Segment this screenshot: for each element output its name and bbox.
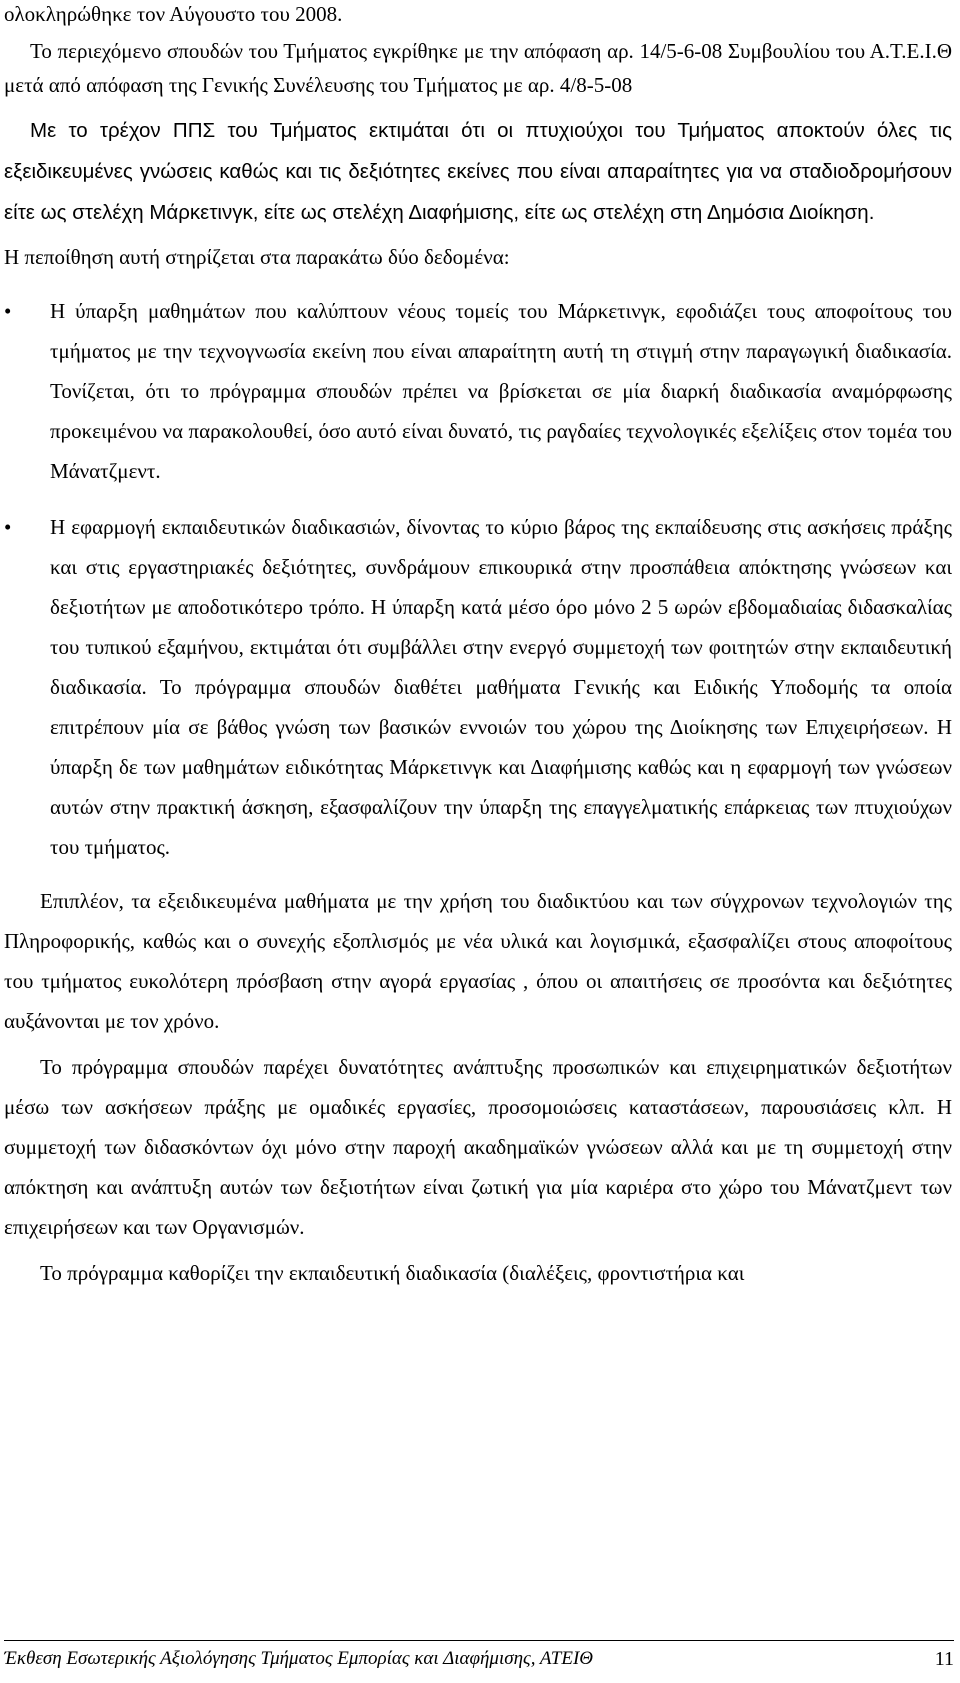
footer-divider	[4, 1640, 954, 1641]
paragraph-process: Το πρόγραμμα καθορίζει την εκπαιδευτική διαδικασία (διαλέξεις, φροντιστήρια και	[40, 1261, 745, 1286]
paragraph-technology: Επιπλέον, τα εξειδικευμένα μαθήματα με την χρήση του διαδικτύου και των σύγχρονων τεχνολογιών της Πληροφορικής, καθώς και ο συνεχής εξοπλισμός με νέα υλικά και λογισμικά, εξασφαλίζει στους αποφοίτους του τμήματος ευκολότερη πρόσβαση στην αγορά εργασίας , όπου οι απαιτήσεις σε προσόντα και δεξιότητες αυξάνονται με τον χρόνο.	[4, 889, 952, 1034]
belief-intro: Η πεποίθηση αυτή στηρίζεται στα παρακάτω δύο δεδομένα:	[4, 245, 510, 270]
paragraph-skills: Το πρόγραμμα σπουδών παρέχει δυνατότητες ανάπτυξης προσωπικών και επιχειρηματικών δεξιοτήτων μέσω των ασκήσεων πράξης με ομαδικές εργασίες, προσομοιώσεις καταστάσεων, παρουσιάσεις κλπ. Η συμμετοχή των διδασκόντων όχι μόνο στην παροχή ακαδημαϊκών γνώσεων αλλά και με τη συμμετοχή στην απόκτηση και ανάπτυξη αυτών των δεξιοτήτων είναι ζωτική για μία καριέρα στο χώρο του Μάνατζμεντ των επιχειρήσεων και των Οργανισμών.	[4, 1055, 952, 1240]
bullet-item	[4, 507, 952, 867]
bullet-text: Η ύπαρξη μαθημάτων που καλύπτουν νέους τομείς του Μάρκετινγκ, εφοδιάζει τους αποφοίτους του τμήματος με την τεχνογνωσία εκείνη που είναι απαραίτητη αυτή τη στιγμή στην παραγωγική διαδικασία. Τονίζεται, ότι το πρόγραμμα σπουδών πρέπει να βρίσκεται σε μία διαρκή διαδικασία αναμόρφωσης προκειμένου να παρακολουθεί, όσο αυτό είναι δυνατό, τις ραγδαίες τεχνολογικές εξελίξεις στον τομέα του Μάνατζμεντ.	[50, 299, 952, 484]
approval-paragraph: Το περιεχόμενο σπουδών του Τμήματος εγκρίθηκε με την απόφαση αρ. 14/5-6-08 Συμβουλίου του Α.Τ.Ε.Ι.Θ μετά από απόφαση της Γενικής Συνέλευσης του Τμήματος με αρ. 4/8-5-08	[4, 39, 952, 98]
document-page	[4, 0, 952, 1293]
bullet-list	[4, 291, 952, 867]
footer-title: Έκθεση Εσωτερικής Αξιολόγησης Τμήματος Εμπορίας και Διαφήμισης, ΑΤΕΙΘ	[4, 1648, 594, 1669]
intro-line: ολοκληρώθηκε τον Αύγουστο του 2008.	[4, 2, 343, 26]
bullet-text: Η εφαρμογή εκπαιδευτικών διαδικασιών, δίνοντας το κύριο βάρος της εκπαίδευσης στις ασκήσεις πράξης και στις εργαστηριακές δεξιότητες, συνδράμουν επικουρικά στην προσπάθεια απόκτησης γνώσεων και δεξιοτήτων με αποδοτικότερο τρόπο. Η ύπαρξη κατά μέσο όρο μόνο 2 5 ωρών εβδομαδιαίας διδασκαλίας του τυπικού εξαμήνου, εκτιμάται ότι συμβάλλει στην ενεργό συμμετοχή των φοιτητών στην εκπαιδευτική διαδικασία. Το πρόγραμμα σπουδών διαθέτει μαθήματα Γενικής και Ειδικής Υποδομής τα οποία επιτρέπουν μία σε βάθος γνώση των βασικών εννοιών του χώρου της Διοίκησης των Επιχειρήσεων. Η ύπαρξη δε των μαθημάτων ειδικότητας Μάρκετινγκ και Διαφήμισης καθώς και η εφαρμογή των γνώσεων αυτών στην πρακτική άσκηση, εξασφαλίζουν την ύπαρξη της επαγγελματικής επάρκειας των πτυχιούχων του τμήματος.	[50, 515, 952, 860]
pps-paragraph: Με το τρέχον ΠΠΣ του Τμήματος εκτιμάται ότι οι πτυχιούχοι του Τμήματος αποκτούν όλες τις εξειδικευμένες γνώσεις καθώς και τις δεξιότητες εκείνες που είναι απαραίτητες για να σταδιοδρομήσουν είτε ως στελέχη Μάρκετινγκ, είτε ως στελέχη Διαφήμισης, είτε ως στελέχη στη Δημόσια Διοίκηση.	[4, 119, 952, 225]
bullet-item	[4, 291, 952, 491]
page-footer	[4, 1648, 954, 1671]
bullet-mark: •	[4, 299, 12, 324]
page-number: 11	[934, 1648, 954, 1670]
bullet-mark: •	[4, 515, 12, 540]
